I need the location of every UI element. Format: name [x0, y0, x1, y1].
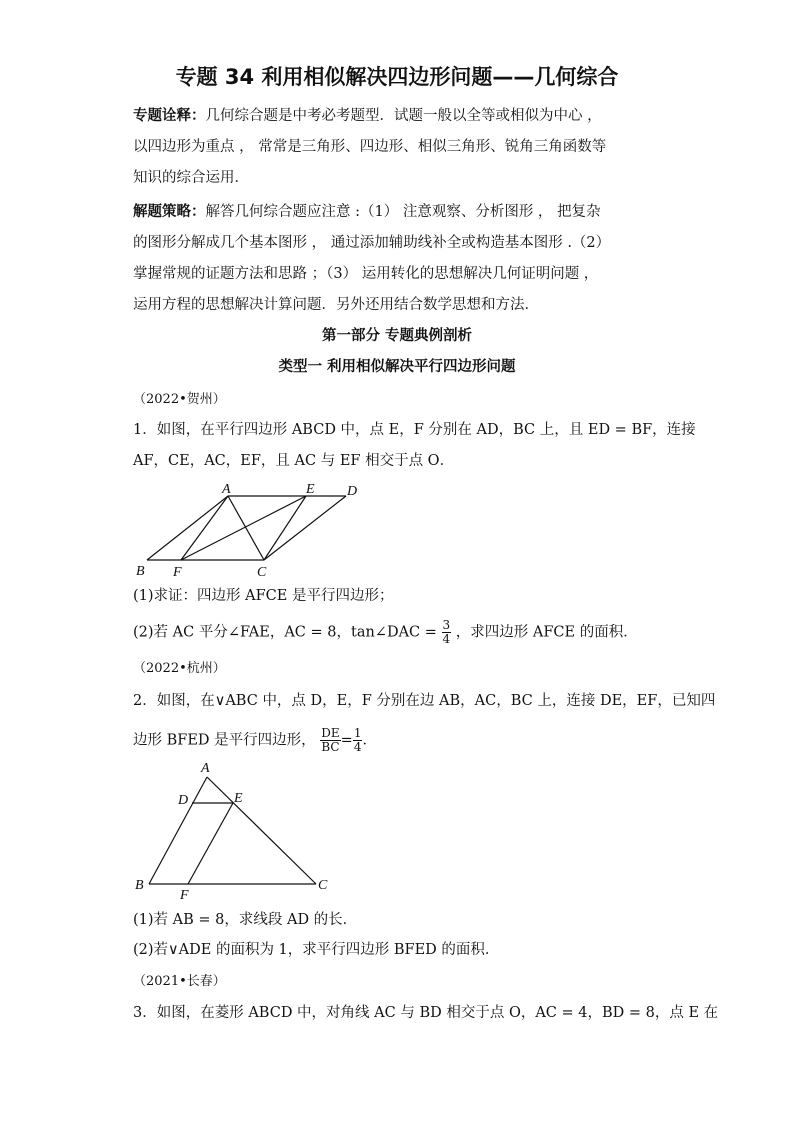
fig1-label-d: D	[347, 484, 358, 499]
problem-1-source: （2022•贺州）	[133, 392, 226, 407]
problem-2-source: （2022•杭州）	[133, 661, 226, 676]
problem-1-question-2: (2)若 AC 平分∠FAE，AC = 8，tan∠DAC = $\frac{3}{4}$ ，求四边形 AFCE 的面积．	[133, 618, 638, 646]
fig1-label-b: B	[136, 564, 145, 579]
intro-label-explanation: 专题诠释：	[133, 107, 206, 124]
fig2-label-c: C	[318, 878, 328, 893]
problem-2-question-2: (2)若∨ADE 的面积为 1，求平行四边形 BFED 的面积．	[133, 942, 500, 958]
fig2-label-a: A	[201, 761, 210, 776]
problem-1-stem-line-1: 1．如图，在平行四边形 ABCD 中，点 E，F 分别在 AD，BC 上，且 ED = BF，连接	[133, 422, 696, 438]
type-title: 类型一 利用相似解决平行四边形问题	[278, 358, 516, 375]
problem-3-source: （2021•长春）	[133, 974, 226, 989]
problem-3-stem-line-1: 3．如图，在菱形 ABCD 中，对角线 AC 与 BD 相交于点 O，AC = 4，BD = 8，点 E 在	[133, 1005, 719, 1021]
problem-1-question-1: (1)求证：四边形 AFCE 是平行四边形；	[133, 588, 394, 604]
problem-1-stem-line-2: AF，CE，AC，EF，且 AC 与 EF 相交于点 O．	[133, 453, 455, 469]
fig1-label-e: E	[306, 482, 315, 497]
fig2-label-f: F	[180, 888, 189, 903]
fig1-label-f: F	[173, 565, 182, 580]
ratio-fraction: $\frac{DE}{BC}$	[321, 726, 340, 754]
problem-2-stem-line-1: 2．如图，在∨ABC 中，点 D，E，F 分别在边 AB，AC，BC 上，连接 DE，EF，已知四	[133, 693, 716, 709]
part-title: 第一部分 专题典例剖析	[321, 327, 473, 344]
intro-line-7: 运用方程的思想解决计算问题．另外还用结合数学思想和方法．	[133, 297, 539, 313]
fig1-label-c: C	[257, 565, 267, 580]
intro-line-2: 以四边形为重点 ， 常常是三角形、四边形、相似三角形、锐角三角函数等	[133, 139, 607, 155]
tan-fraction: $\frac{3}{4}$	[442, 618, 451, 646]
fig2-label-d: D	[178, 793, 189, 808]
intro-label-strategy: 解题策略：	[133, 203, 206, 220]
value-fraction: $\frac{1}{4}$	[353, 726, 362, 754]
intro-line-6: 掌握常规的证题方法和思路 ；（3） 运用转化的思想解决几何证明问题 ，	[133, 266, 599, 282]
intro-line-3: 知识的综合运用．	[133, 170, 249, 186]
page-title: 专题 34 利用相似解决四边形问题——几何综合	[175, 65, 619, 89]
problem-2-question-1: (1)若 AB = 8，求线段 AD 的长．	[133, 912, 358, 928]
fig2-label-e: E	[234, 791, 243, 806]
problem-2-stem-line-2: 边形 BFED 是平行四边形， $\frac{DE}{BC}$ = $\frac{1}{4}$ ．	[133, 726, 377, 754]
intro-line-5: 的图形分解成几个基本图形 ， 通过添加辅助线补全或构造基本图形 .（2）	[133, 235, 611, 251]
fig1-label-a: A	[222, 482, 231, 497]
intro-line-4: 解题策略：解答几何综合题应注意 :（1） 注意观察、分析图形 ， 把复杂	[133, 203, 601, 220]
fig2-label-b: B	[135, 878, 144, 893]
intro-line-1: 专题诠释：几何综合题是中考必考题型．试题一般以全等或相似为中心 ，	[133, 107, 602, 124]
